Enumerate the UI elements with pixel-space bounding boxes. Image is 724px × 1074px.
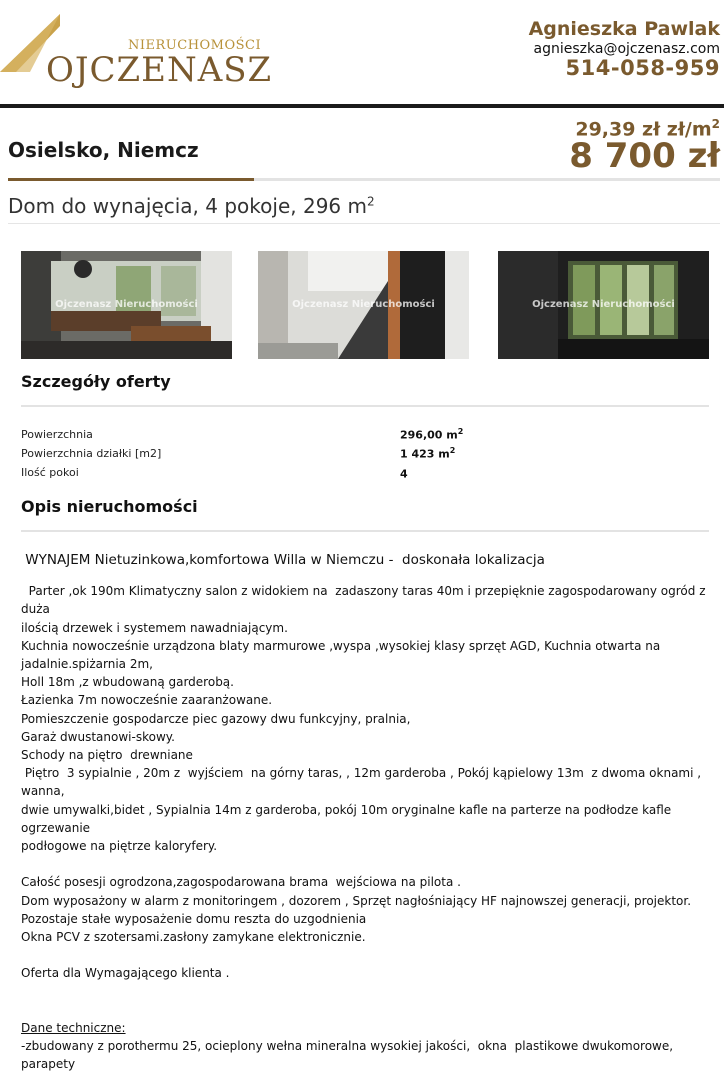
description-line: ilością drzewek i systemem nawadniającym. [21,620,288,635]
description-line: Holl 18m ,z wbudowaną garderobą. [21,675,234,690]
description-rule [21,530,709,532]
description-line: Parter ,ok 190m Klimatyczny salon z widokiem na zadaszony taras 40m i przepięknie zagospodarowany ogród z duża [21,584,710,617]
subtitle-rule [8,223,720,224]
detail-value-plot: 1 423 $m^2$ [400,446,456,461]
price-per-m2: 29,39 zł $zł/m^2$ [575,117,720,141]
description-line: podłogowe na piętrze kaloryfery. [21,839,218,854]
logo-title: OJCZENASZ [46,50,273,90]
header-divider [0,104,724,108]
listing-title: Dom do wynajęcia, 4 pokoje, 296 $m^2$ [8,194,375,218]
description-line: dwie umywalki,bidet , Sypialnia 14m z garderoba, pokój 10m oryginalne kafle na parterze na podłodze kafle ogrzewanie [21,802,676,835]
photo-watermark: Ojczenasz Nieruchomości [292,299,435,310]
description-line: Całość posesji ogrodzona,zagospodarowana brama wejściowa na pilota . [21,875,461,890]
description-body [21,542,711,1074]
description-line: Schody na piętro drewniane [21,748,193,763]
photo-watermark: Ojczenasz Nieruchomości [55,299,198,310]
agent-email[interactable]: agnieszka@ojczenasz.com [533,41,720,57]
detail-label-plot: Powierzchnia działki [m2] [21,447,162,460]
description-line: jadalnie.spiżarnia 2m, [21,657,153,672]
detail-value-rooms: 4 [400,467,408,481]
title-accent-rule [8,178,254,181]
description-line [21,946,711,964]
agent-name: Agnieszka Pawlak [528,18,720,40]
details-heading: Szczegóły oferty [21,372,171,391]
description-lead: WYNAJEM Nietuzinkowa,komfortowa Willa w Niemczu - doskonała lokalizacja [21,552,545,568]
photo-dining-room[interactable] [21,251,232,359]
description-line [21,1001,711,1019]
description-lines [21,582,711,1019]
description-line [21,983,711,1001]
photo-watermark: Ojczenasz Nieruchomości [532,299,675,310]
tech-heading: Dane techniczne: [21,1021,126,1036]
description-line [21,855,711,873]
description-line: Kuchnia nowocześnie urządzona blaty marmurowe ,wyspa ,wysokiej klasy sprzęt AGD, Kuchnia otwarta na [21,638,661,653]
detail-label-area: Powierzchnia [21,428,93,441]
description-line: Dom wyposażony w alarm z monitoringem , dozorem , Sprzęt nagłośniający HF najnowszej generacji, projektor. [21,893,692,908]
description-line: Okna PCV z szotersami.zasłony zamykane elektronicznie. [21,930,366,945]
agent-phone[interactable]: 514-058-959 [565,56,720,80]
logo-subtitle: NIERUCHOMOŚCI [128,38,262,53]
detail-value-area: 296,00 $m^2$ [400,427,464,442]
listing-location: Osielsko, Niemcz [8,138,199,162]
description-line: Garaż dwustanowi-skowy. [21,729,175,744]
details-rule [21,405,709,407]
description-line: Pomieszczenie gospodarcze piec gazowy dwu funkcyjny, pralnia, [21,711,411,726]
description-heading: Opis nieruchomości [21,497,198,516]
description-line: Pozostaje stałe wyposażenie domu reszta do uzgodnienia [21,911,367,926]
listing-price: 8 700 zł [569,136,720,176]
description-line: Łazienka 7m nowocześnie zaaranżowane. [21,693,273,708]
tech-lines [21,1037,711,1073]
photo-staircase[interactable] [258,251,469,359]
description-line: Piętro 3 sypialnie , 20m z wyjściem na górny taras, , 12m garderoba , Pokój kąpielowy 13m z dwoma oknami , wanna, [21,766,705,799]
description-line: Oferta dla Wymagającego klienta . [21,966,230,981]
title-rule [254,178,720,181]
detail-label-rooms: Ilość pokoi [21,466,79,479]
tech-line: -zbudowany z porothermu 25, ocieplony wełna mineralna wysokiej jakości, okna plastikowe dwukomorowe, parapety [21,1039,677,1072]
photo-glass-doors[interactable] [498,251,709,359]
